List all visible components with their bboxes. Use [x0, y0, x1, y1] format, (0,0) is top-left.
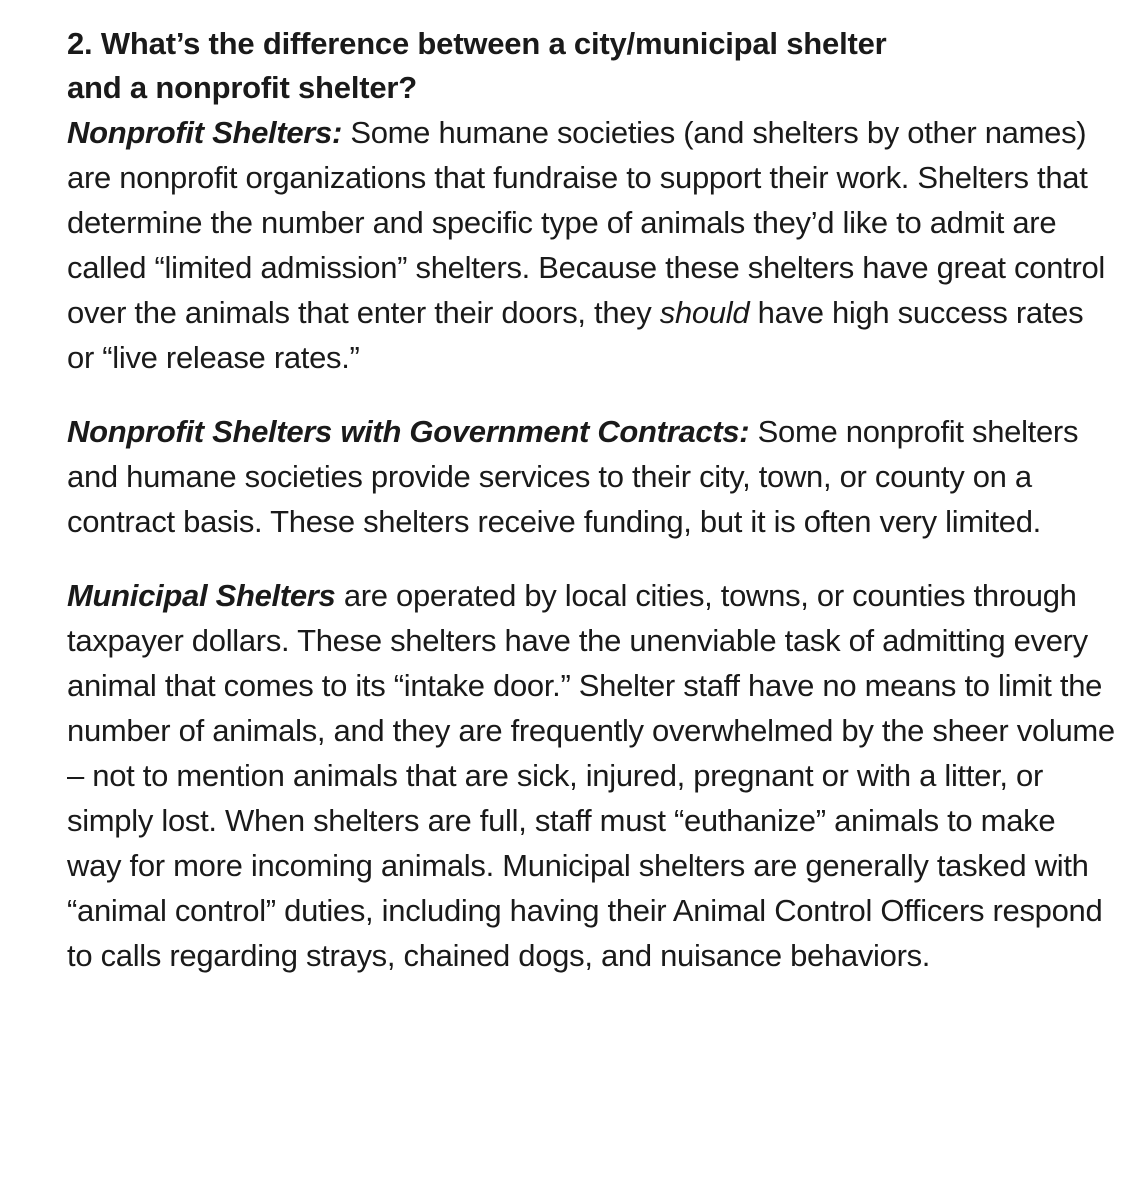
nonprofit-lead: Nonprofit Shelters:	[67, 115, 343, 150]
question-heading	[67, 22, 1117, 110]
nonprofit-paragraph	[67, 110, 1117, 380]
contracts-lead: Nonprofit Shelters with Government Contracts:	[67, 414, 750, 449]
contracts-text: Some nonprofit shelters and humane societies provide services to their city, town, or county on a contract basis. These shelters receive funding, but it is often very limited.	[67, 414, 1079, 539]
municipal-paragraph	[67, 573, 1117, 978]
nonprofit-text-after: have high success rates or “live release rates.”	[67, 295, 1084, 375]
nonprofit-emphasis: should	[659, 295, 750, 330]
contracts-paragraph	[67, 409, 1117, 544]
document-page	[67, 22, 1117, 978]
nonprofit-text-before: Some humane societies (and shelters by other names) are nonprofit organizations that fundraise to support their work. Shelters that determine the number and specific type of animals they’d like to admit are called “limited admission” shelters. Because these shelters have great control over the animals that enter their doors, they	[67, 115, 1106, 330]
question-line-1: 2. What’s the difference between a city/municipal shelter	[67, 26, 887, 61]
municipal-lead: Municipal Shelters	[67, 578, 336, 613]
question-line-2: and a nonprofit shelter?	[67, 70, 417, 105]
municipal-text: are operated by local cities, towns, or counties through taxpayer dollars. These shelters have the unenviable task of admitting every animal that comes to its “intake door.” Shelter staff have no means to limit the number of animals, and they are frequently overwhelmed by the sheer volume – not to mention animals that are sick, injured, pregnant or with a litter, or simply lost. When shelters are full, staff must “euthanize” animals to make way for more incoming animals. Municipal shelters are generally tasked with “animal control” duties, including having their Animal Control Officers respond to calls regarding strays, chained dogs, and nuisance behaviors.	[67, 578, 1115, 973]
